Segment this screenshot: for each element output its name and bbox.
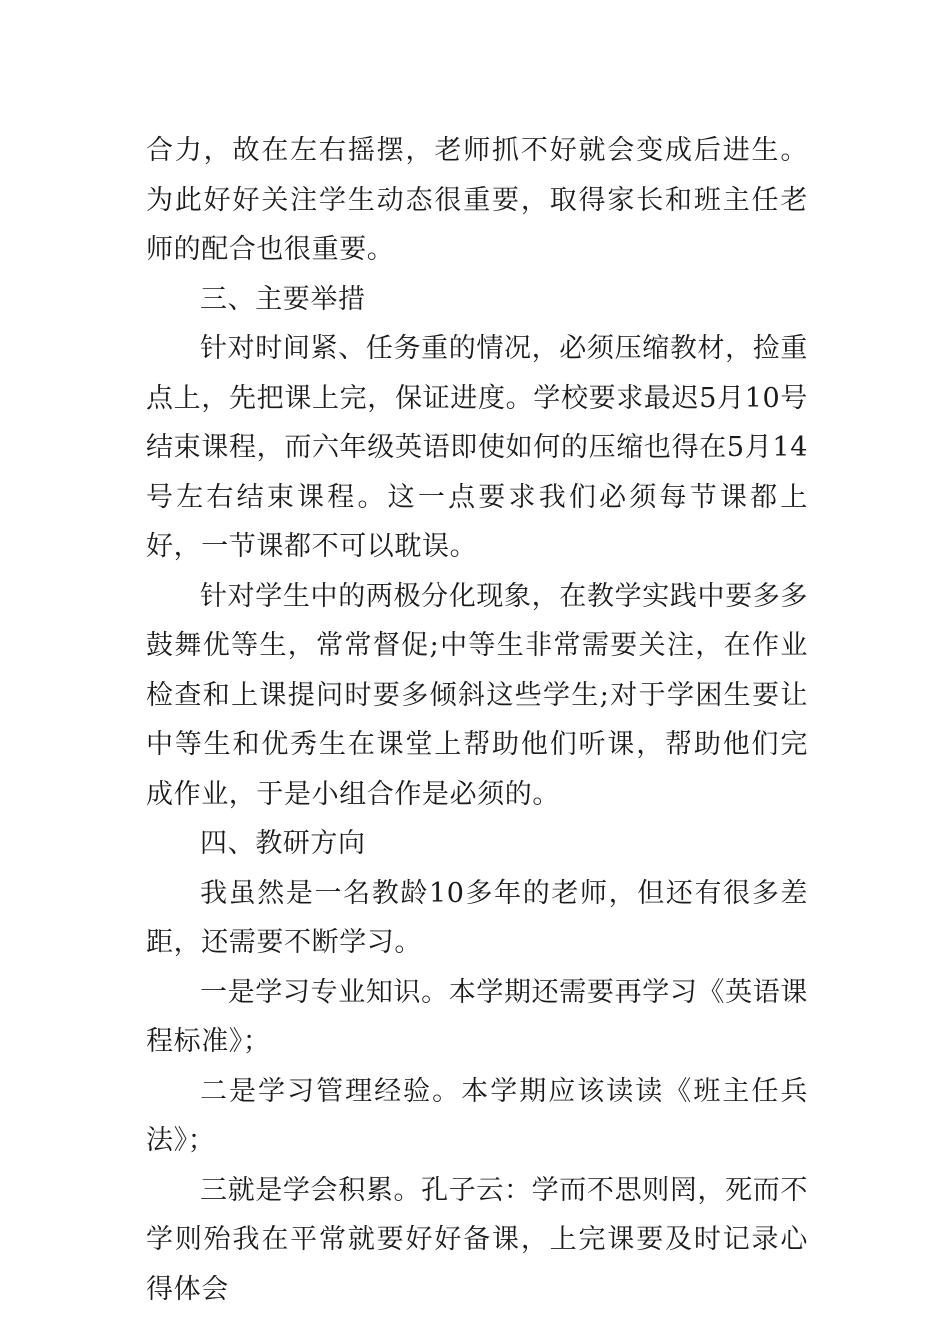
paragraph: 二是学习管理经验。本学期应该读读《班主任兵法》； xyxy=(146,1075,808,1156)
paragraph: 一是学习专业知识。本学期还需要再学习《英语课程标准》； xyxy=(146,976,808,1057)
section-heading: 四、教研方向 xyxy=(200,828,366,859)
document-body xyxy=(146,126,808,1314)
paragraph: 针对学生中的两极分化现象，在教学实践中要多多鼓舞优等生，常常督促;中等生非常需要关注，在作业检查和上课提问时要多倾斜这些学生;对于学困生要让中等生和优秀生在课堂上帮助他们听课，帮助他们完成作业，于是小组合作是必须的。 xyxy=(146,580,808,810)
section-heading: 三、主要举措 xyxy=(200,283,366,315)
paragraph: 三就是学会积累。孔子云：学而不思则罔，死而不学则殆我在平常就要好好备课，上完课要及时记录心得体会 xyxy=(146,1174,808,1305)
paragraph: 合力，故在左右摇摆，老师抓不好就会变成后进生。为此好好关注学生动态很重要，取得家长和班主任老师的配合也很重要。 xyxy=(146,135,808,265)
paragraph: 我虽然是一名教龄10多年的老师，但还有很多差距，还需要不断学习。 xyxy=(146,877,808,958)
paragraph: 针对时间紧、任务重的情况，必须压缩教材，捡重点上，先把课上完，保证进度。学校要求最迟5月10号结束课程，而六年级英语即使如何的压缩也得在5月14号左右结束课程。这一点要求我们必须每节课都上好，一节课都不可以耽误。 xyxy=(146,333,808,562)
